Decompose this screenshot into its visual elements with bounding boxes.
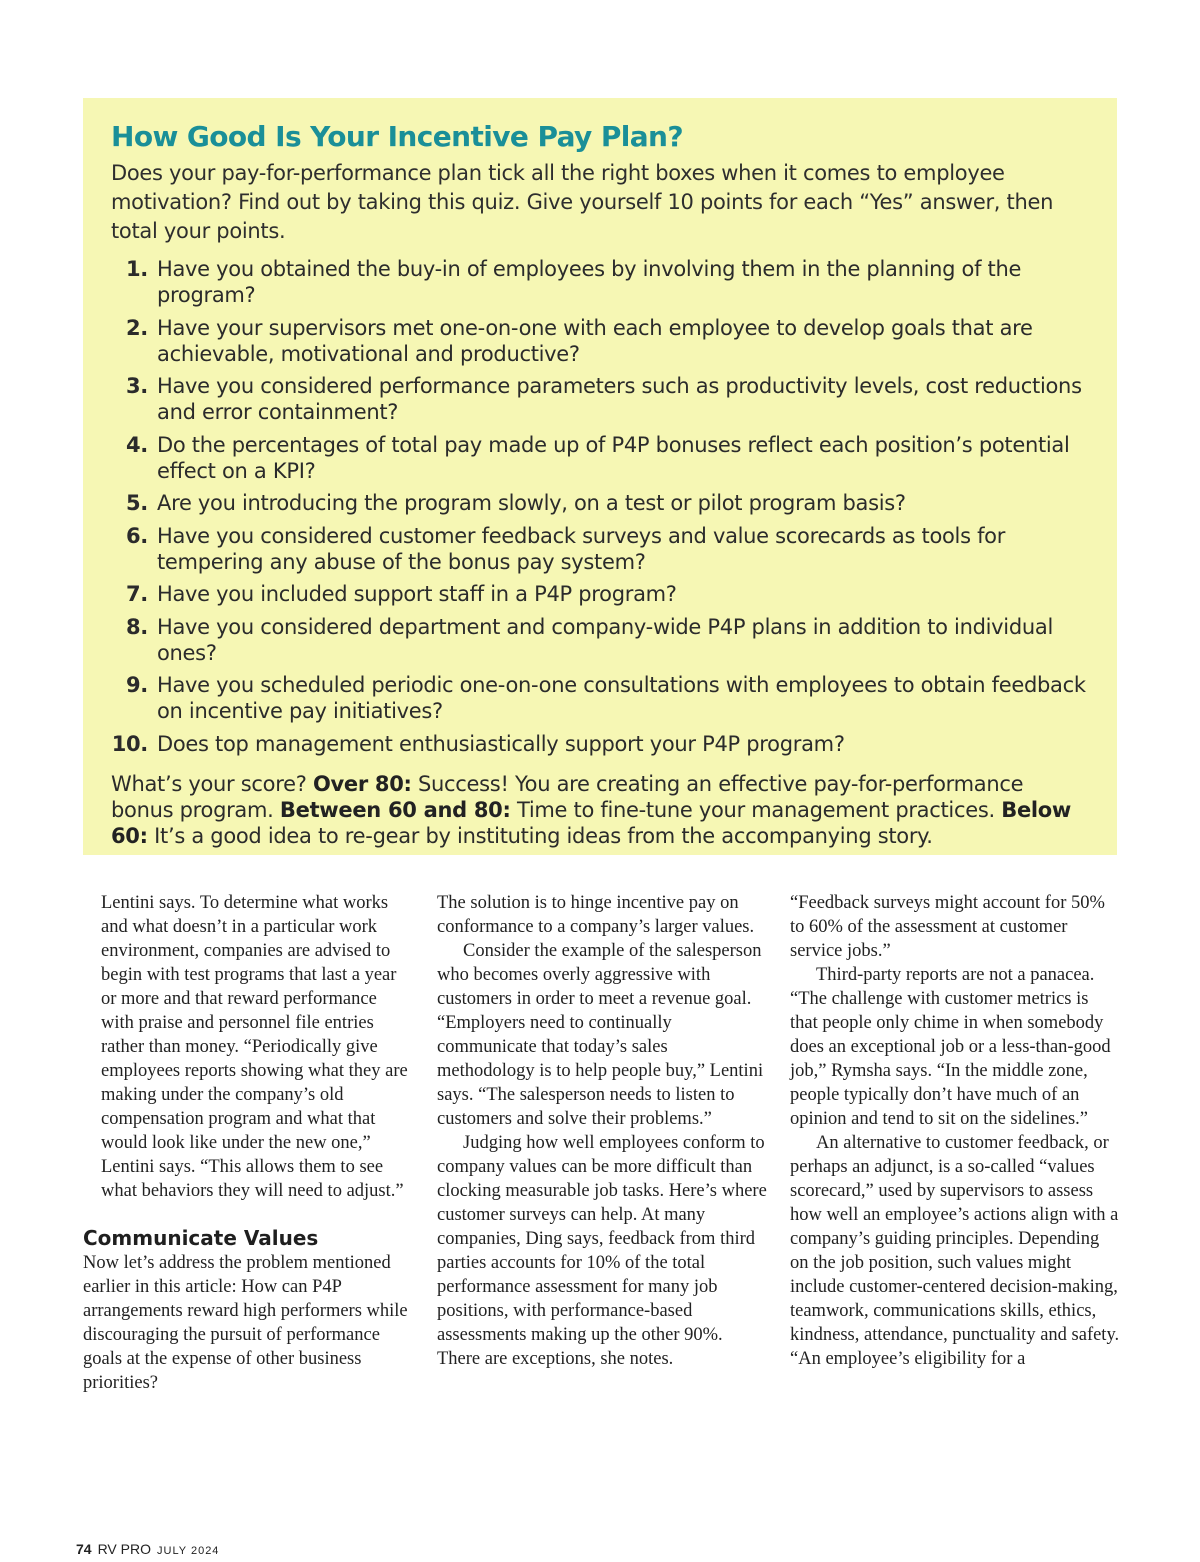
quiz-sidebar [83,98,1117,855]
quiz-question [111,490,1089,516]
sidebar-intro: Does your pay-for-performance plan tick all the right boxes when it comes to employee motivation? Find out by taking this quiz. Give yourself 10 points for each “Yes” answer, then total your points. [111,161,1054,243]
question-number: 4. [126,432,148,457]
question-number: 7. [126,582,148,606]
article-paragraph: Third-party reports are not a panacea. “The challenge with customer metrics is that people only chime in when somebody does an exceptional job or a less-than-good job,” Rymsha says. “In the middle zone, people typically don’t have much of an opinion and tend to sit on the sidelines.” [790,965,1111,1129]
question-text: Have you considered customer feedback surveys and value scorecards as tools for tempering any abuse of the bonus pay system? [157,523,1006,574]
magazine-name: RV PRO [97,1541,152,1557]
question-text: Have you included support staff in a P4P program? [157,582,677,606]
quiz-question [111,523,1089,575]
score-lead: What’s your score? [111,771,307,796]
score-summary [111,771,1089,849]
quiz-question [111,614,1089,666]
quiz-question [111,315,1089,367]
question-number: 6. [126,523,148,548]
question-number: 2. [126,315,148,340]
question-text: Have you considered performance parameters such as productivity levels, cost reductions and error containment? [157,374,1082,424]
article-paragraph: Consider the example of the salesperson who becomes overly aggressive with customers in order to meet a revenue goal. “Employers need to continually communicate that today’s sales methodology is to help people buy,” Lentini says. “The salesperson needs to listen to customers and solve their problems.” [437,941,764,1129]
question-number: 10. [111,731,148,756]
quiz-question [111,256,1089,308]
score-below-text: It’s a good idea to re-gear by instituting ideas from the accompanying story. [154,823,933,848]
page-footer [76,1541,219,1557]
quiz-question [111,731,1089,757]
score-below-label: Below 60: [111,797,1072,848]
question-text: Have you obtained the buy-in of employees by involving them in the planning of the program? [157,257,1022,307]
article-column-1 [83,891,413,1395]
question-text: Have you considered department and company-wide P4P plans in addition to individual ones? [157,614,1053,665]
question-text: Have you scheduled periodic one-on-one consultations with employees to obtain feedback on incentive pay initiatives? [157,673,1086,723]
quiz-question [111,373,1089,425]
article-column-2 [437,891,767,1371]
quiz-question [111,432,1089,484]
question-text: Do the percentages of total pay made up of P4P bonuses reflect each position’s potential effect on a KPI? [157,432,1070,483]
question-number: 9. [126,673,148,697]
question-number: 8. [126,614,148,639]
section-subhead: Communicate Values [83,1226,319,1250]
sidebar-title: How Good Is Your Incentive Pay Plan? [111,120,684,153]
article-paragraph: “Feedback surveys might account for 50% to 60% of the assessment at customer service jobs.” [790,893,1105,961]
article-paragraph: The solution is to hinge incentive pay on conformance to a company’s larger values. [437,893,755,937]
article-paragraph: Judging how well employees conform to company values can be more difficult than clocking measurable job tasks. Here’s where customer surveys can help. At many companies, Ding says, feedback from third parties accounts for 10% of the total performance assessment for many job positions, with performance-based assessments making up the other 90%. There are exceptions, she notes. [437,1133,767,1369]
score-over-label: Over 80: [312,771,412,796]
score-between-text: Time to fine-tune your management practices. [516,797,995,822]
question-text: Have your supervisors met one-on-one with each employee to develop goals that are achievable, motivational and productive? [157,315,1033,366]
article-column-3 [790,891,1120,1371]
quiz-question-list [111,256,1089,757]
question-number: 3. [126,374,148,398]
article-paragraph: Lentini says. To determine what works and what doesn’t in a particular work environment, companies are advised to begin with test programs that last a year or more and that reward performance with praise and personnel file entries rather than money. “Periodically give employees reports showing what they are making under the company’s old compensation program and what that would look like under the new one,” Lentini says. “This allows them to see what behaviors they will need to adjust.” [101,893,408,1201]
score-over-text: Success! You are creating an effective pay-for-performance bonus program. [111,771,1024,822]
question-text: Are you introducing the program slowly, on a test or pilot program basis? [157,491,906,515]
question-text: Does top management enthusiastically support your P4P program? [157,731,845,756]
score-between-label: Between 60 and 80: [279,797,511,822]
issue-date: JULY 2024 [157,1545,220,1557]
article-paragraph: An alternative to customer feedback, or perhaps an adjunct, is a so-called “values scorecard,” used by supervisors to assess how well an employee’s actions align with a company’s guiding principles. Depending on the job position, such values might include customer-centered decision-making, teamwork, communications skills, ethics, kindness, attendance, punctuality and safety. “An employee’s eligibility for a [790,1133,1120,1369]
question-number: 1. [126,257,148,281]
quiz-question [111,581,1089,607]
page-number: 74 [76,1541,92,1557]
quiz-question [111,672,1089,724]
article-paragraph: Now let’s address the problem mentioned earlier in this article: How can P4P arrangements reward high performers while discouraging the pursuit of performance goals at the expense of other business priorities? [83,1253,408,1393]
question-number: 5. [126,491,148,515]
